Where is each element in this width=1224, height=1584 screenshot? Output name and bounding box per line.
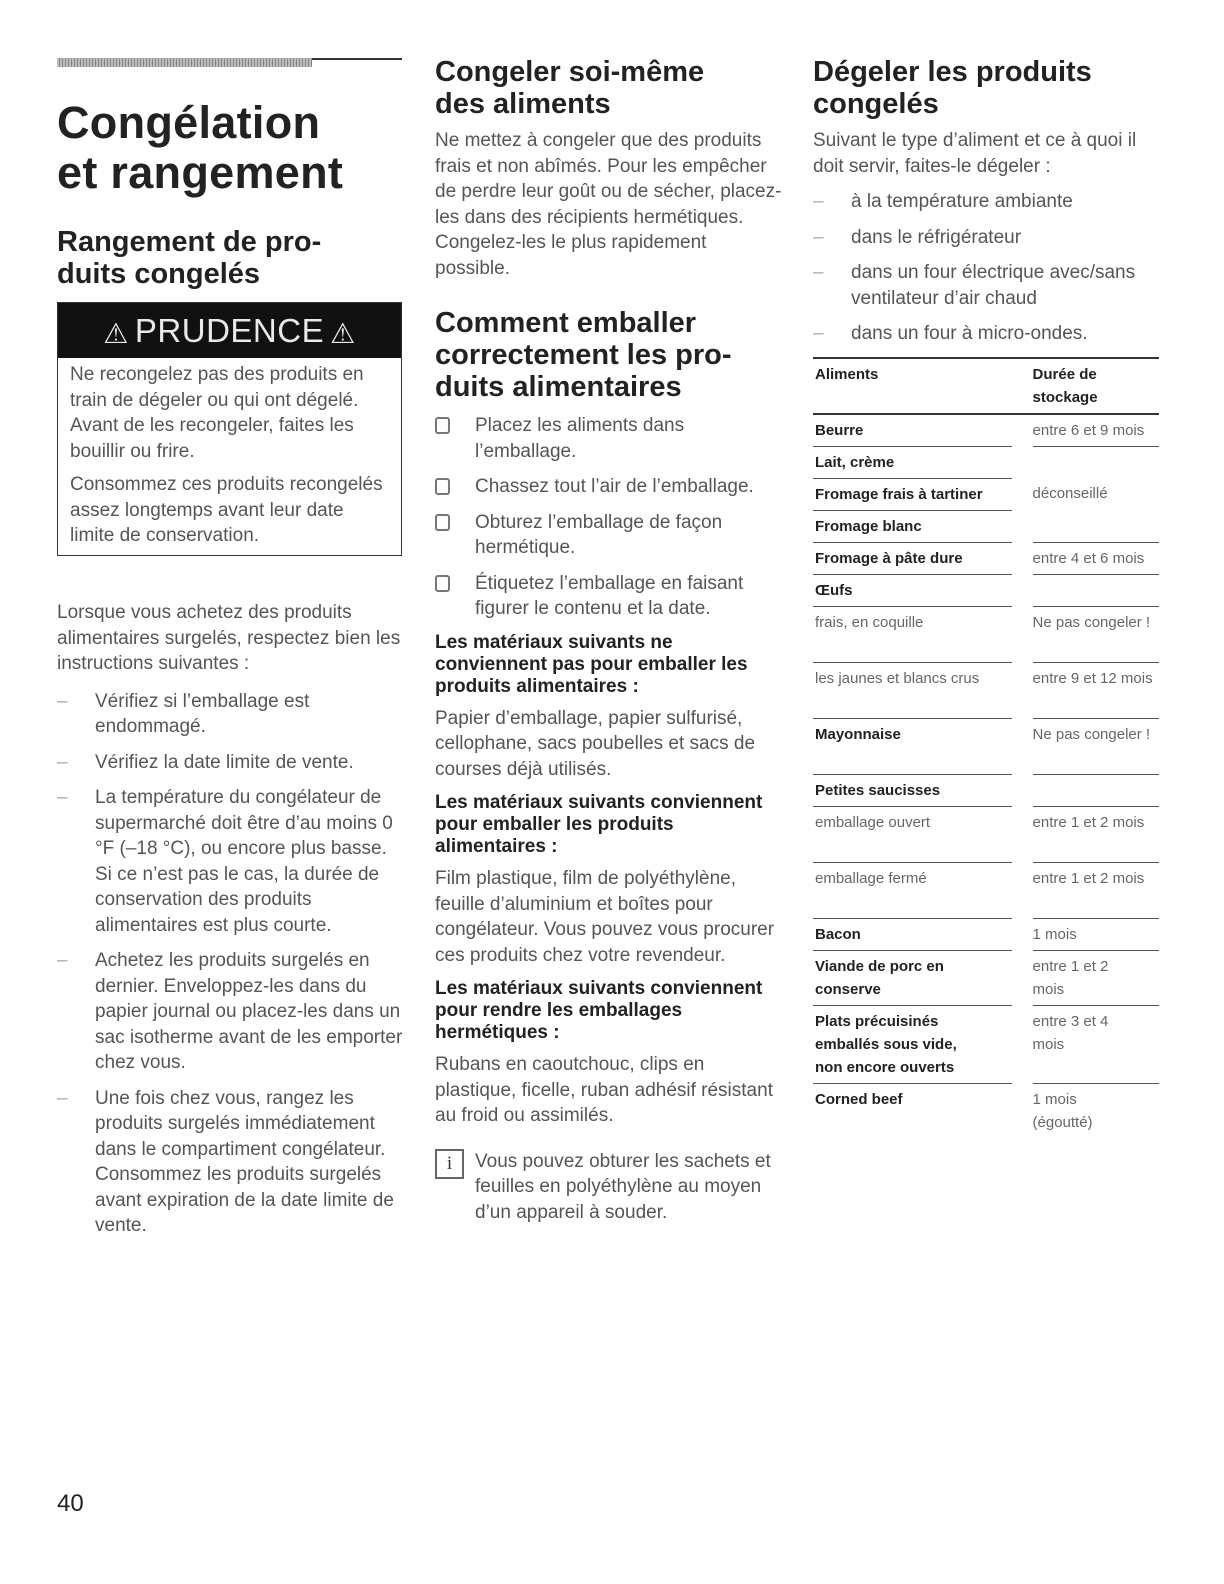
caution-banner: ⚠ PRUDENCE ⚠: [58, 303, 401, 358]
table-row: Beurre entre 6 et 9 mois: [813, 414, 1159, 447]
freeze-text: Ne mettez à congeler que des produits frais et non abîmés. Pour les empêcher de perdre leur goût ou de sécher, placez-les dans des récipients hermétiques. Congelez-les le plus rapidement possible.: [435, 130, 782, 279]
unsuitable-text: Papier d’emballage, papier sulfurisé, cellophane, sacs poubelles et sacs de courses déjà utilisés.: [435, 707, 756, 780]
table-row: les jaunes et blancs crus entre 9 et 12 mois: [813, 662, 1159, 718]
unsuitable-heading: Les matériaux suivants ne conviennent pas pour emballer les produits alimentaires :: [435, 631, 748, 697]
checkbox-icon: [435, 514, 450, 531]
table-row: emballage ouvert entre 1 et 2 mois: [813, 806, 1159, 862]
table-row: Fromage blanc: [813, 510, 1159, 542]
caution-box: [57, 302, 402, 556]
info-icon: i: [435, 1149, 464, 1179]
table-row: emballage fermé entre 1 et 2 mois: [813, 862, 1159, 918]
thaw-methods: [813, 189, 1161, 347]
info-note: i Vous pouvez obturer les sachets et feuilles en polyéthylène au moyen d’un appareil à souder.: [435, 1149, 785, 1226]
list-item: – Vérifiez la date limite de vente.: [57, 750, 403, 776]
checklist-item: Chassez tout l’air de l’emballage.: [435, 474, 785, 500]
thaw-intro: Suivant le type d’aliment et ce à quoi il doit servir, faites-le dégeler :: [813, 130, 1137, 177]
suitable-text: Film plastique, film de polyéthylène, feuille d’aluminium et boîtes pour congélateur. Vous pouvez vous procurer ces produits chez votre revendeur.: [435, 868, 775, 966]
wrap-steps: [435, 413, 785, 622]
list-item: – Achetez les produits surgelés en dernier. Enveloppez-les dans du papier journal ou placez-les dans un sac isotherme avant de les emporter chez vous.: [57, 948, 403, 1076]
table-row: Fromage à pâte dure entre 4 et 6 mois: [813, 542, 1159, 574]
seal-text: Rubans en caoutchouc, clips en plastique, ficelle, ruban adhésif résistant au froid ou assimilés.: [435, 1054, 773, 1126]
caution-text: Ne recongelez pas des produits en train de dégeler ou qui ont dégelé. Avant de les recongeler, faites les bouillir ou frire.: [70, 364, 364, 462]
table-row: Lait, crème: [813, 446, 1159, 478]
table-row: Plats précuisinés emballés sous vide, non encore ouverts entre 3 et 4 mois: [813, 1005, 1159, 1083]
warning-icon: ⚠: [330, 317, 356, 349]
storage-list: [57, 689, 403, 1239]
list-item: – La température du congélateur de supermarché doit être d’au moins 0 °F (–18 °C), ou encore plus basse. Si ce n’est pas le cas, la durée de conservation des produits alimentaires est plus courte.: [57, 785, 403, 938]
header-rule: [57, 58, 402, 60]
list-item: – à la température ambiante: [813, 189, 1161, 215]
wrap-heading: Comment emballer correctement les pro- duits alimentaires: [435, 307, 732, 403]
table-row: Corned beef 1 mois (égoutté): [815, 1090, 1093, 1131]
table-row: Mayonnaise Ne pas congeler !: [813, 718, 1159, 774]
checkbox-icon: [435, 478, 450, 495]
storage-table: [813, 357, 1159, 1138]
suitable-heading: Les matériaux suivants conviennent pour emballer les produits alimentaires :: [435, 792, 763, 857]
table-row: Fromage frais à tartiner déconseillé: [813, 478, 1159, 510]
seal-heading: Les matériaux suivants conviennent pour rendre les emballages hermétiques :: [435, 978, 763, 1043]
storage-intro: Lorsque vous achetez des produits alimentaires surgelés, respectez bien les instructions suivantes :: [57, 602, 401, 674]
list-item: – Une fois chez vous, rangez les produits surgelés immédiatement dans le compartiment congélateur. Consommez les produits surgelés avant expiration de la date limite de vente.: [57, 1086, 403, 1239]
table-row: frais, en coquille Ne pas congeler !: [813, 606, 1159, 662]
warning-icon: ⚠: [103, 317, 129, 349]
page-title: Congélation et rangement: [57, 97, 344, 198]
page-number: 40: [57, 1490, 84, 1517]
table-row: Bacon 1 mois: [813, 918, 1159, 950]
table-header: Aliments Durée de stockage: [813, 358, 1159, 414]
list-item: – dans le réfrigérateur: [813, 225, 1161, 251]
checklist-item: Étiquetez l’emballage en faisant figurer le contenu et la date.: [435, 571, 785, 622]
checklist-item: Placez les aliments dans l’emballage.: [435, 413, 785, 464]
list-item: – dans un four à micro-ondes.: [813, 321, 1161, 347]
caution-text: Consommez ces produits recongelés assez longtemps avant leur date limite de conservation.: [70, 474, 383, 546]
freeze-heading: Congeler soi-même des aliments: [435, 56, 705, 120]
table-row: Viande de porc en conserve entre 1 et 2 mois: [813, 950, 1159, 1005]
checkbox-icon: [435, 417, 450, 434]
table-row: Œufs: [813, 574, 1159, 606]
checkbox-icon: [435, 575, 450, 592]
table-row: Petites saucisses: [813, 774, 1159, 806]
storage-heading: Rangement de pro- duits congelés: [57, 226, 322, 290]
thaw-heading: Dégeler les produits congelés: [813, 56, 1092, 120]
list-item: – dans un four électrique avec/sans ventilateur d’air chaud: [813, 260, 1161, 311]
checklist-item: Obturez l’emballage de façon hermétique.: [435, 510, 785, 561]
list-item: – Vérifiez si l’emballage est endommagé.: [57, 689, 403, 740]
